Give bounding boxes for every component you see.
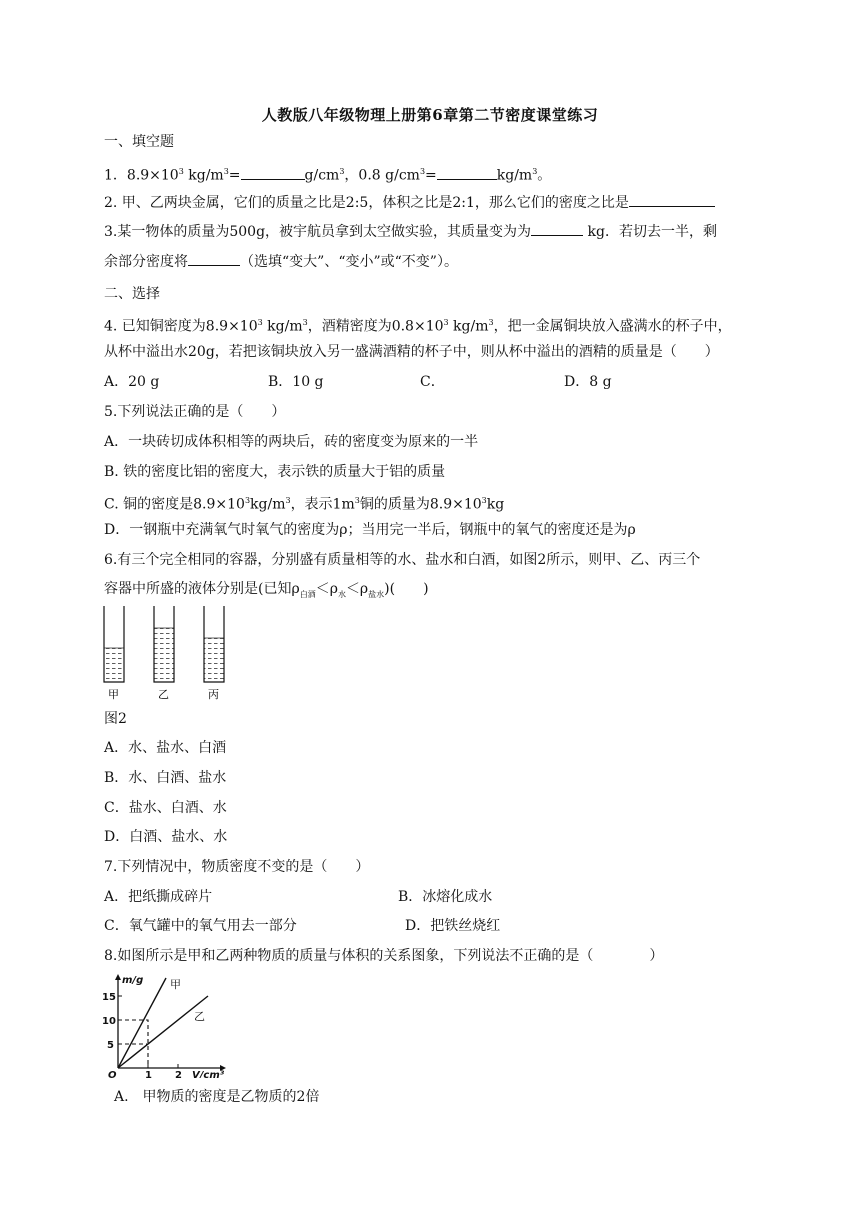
q5-option-c[interactable]: C. 铜的密度是$8.9\times 10^3kg/m^3$，表示$1m^3$铜的质量为$8.9\times 10^3kg$ [104,496,505,513]
q4-option-c[interactable]: C． [420,374,445,390]
container-yi [154,606,174,682]
q5-option-a[interactable]: A．一块砖切成体积相等的两块后，砖的密度变为原来的一半 [104,434,479,450]
question-3-line-2: 余部分密度将 （选填“变大”、“变小”或“不变”）。 [104,251,458,272]
question-5-stem: 5.下列说法正确的是（ ） [104,404,286,420]
q7-option-d[interactable]: D．把铁丝烧红 [405,918,501,934]
question-2: 2. 甲、乙两块金属，它们的质量之比是2:5，体积之比是2:1，那么它们的密度之比是 [104,192,715,213]
y-tick-10: 10 [102,1016,116,1027]
section-fill-heading: 一、填空题 [104,134,174,150]
question-4-line-2: 从杯中溢出水20g，若把该铜块放入另一盛满酒精的杯子中，则从杯中溢出的酒精的质量是（ ） [104,344,719,360]
answer-blank[interactable] [531,221,583,236]
q7-option-c[interactable]: C．氧气罐中的氧气用去一部分 [104,918,297,934]
x-axis-label: V/cm³ [192,1070,225,1078]
answer-blank[interactable] [629,192,715,207]
q5-option-d[interactable]: D．一钢瓶中充满氧气时氧气的密度为ρ；当用完一半后，钢瓶中的氧气的密度还是为ρ [104,522,636,538]
answer-blank[interactable] [188,251,240,266]
x-tick-2: 2 [175,1070,182,1078]
line-label-yi: 乙 [194,1010,205,1023]
container-label-yi: 乙 [158,688,169,701]
q8-option-a[interactable]: A. 甲物质的密度是乙物质的2倍 [114,1089,320,1105]
q6-option-c[interactable]: C．盐水、白酒、水 [104,800,227,816]
question-1: 1．$8.9\times 10^3$ $kg/m^3= g/cm^3$，0.8 $g/cm^3= kg/m^3$。 [104,162,551,186]
section-choice-heading: 二、选择 [104,286,160,302]
container-bing [204,606,224,682]
line-yi [118,996,208,1068]
container-jia [104,606,124,682]
containers-figure [100,606,240,702]
q7-option-a[interactable]: A．把纸撕成碎片 [104,889,213,905]
answer-blank[interactable] [241,165,305,180]
q4-option-b[interactable]: B．10 g [268,374,324,390]
mass-volume-graph [100,972,230,1078]
document-title: 人教版八年级物理上册第6章第二节密度课堂练习 [261,106,599,124]
y-tick-5: 5 [107,1040,114,1051]
q6-option-d[interactable]: D．白酒、盐水、水 [104,829,228,845]
q4-option-a[interactable]: A．20 g [104,374,160,390]
y-tick-15: 15 [102,992,116,1003]
q6-option-a[interactable]: A．水、盐水、白酒 [104,740,227,756]
origin-label: O [108,1070,117,1078]
question-6-line-1: 6.有三个完全相同的容器，分别盛有质量相等的水、盐水和白酒，如图2所示，则甲、乙、丙三个 [104,552,701,568]
q4-option-d[interactable]: D．8 g [564,374,612,390]
question-7-stem: 7.下列情况中，物质密度不变的是（ ） [104,859,370,875]
x-tick-1: 1 [145,1070,152,1078]
line-jia [118,978,166,1068]
container-label-bing: 丙 [208,688,219,701]
question-8-stem: 8.如图所示是甲和乙两种物质的质量与体积的关系图象，下列说法不正确的是（ ） [104,948,664,964]
y-axis-label: m/g [122,975,144,986]
question-3-line-1: 3.某一物体的质量为500g，被宇航员拿到太空做实验，其质量变为为 kg．若切去一半，剩 [104,221,717,242]
question-6-line-2: 容器中所盛的液体分别是(已知$\rho_{白酒}<\rho_水<\rho_{盐水}$)( ) [104,581,429,599]
q7-option-b[interactable]: B．冰熔化成水 [398,889,493,905]
question-4-line-1: 4. 已知铜密度为$8.9\times 10^3$ $kg/m^3$，酒精密度为$0.8\times 10^3$ $kg/m^3$，把一金属铜块放入盛满水的杯子中， [104,318,732,335]
answer-blank[interactable] [437,165,497,180]
q5-option-b[interactable]: B. 铁的密度比铝的密度大，表示铁的质量大于铝的质量 [104,464,446,480]
y-axis-arrow [115,974,121,980]
line-label-jia: 甲 [170,978,181,991]
figure-2-caption: 图2 [104,711,127,727]
container-label-jia: 甲 [108,688,119,701]
q6-option-b[interactable]: B．水、白酒、盐水 [104,770,227,786]
